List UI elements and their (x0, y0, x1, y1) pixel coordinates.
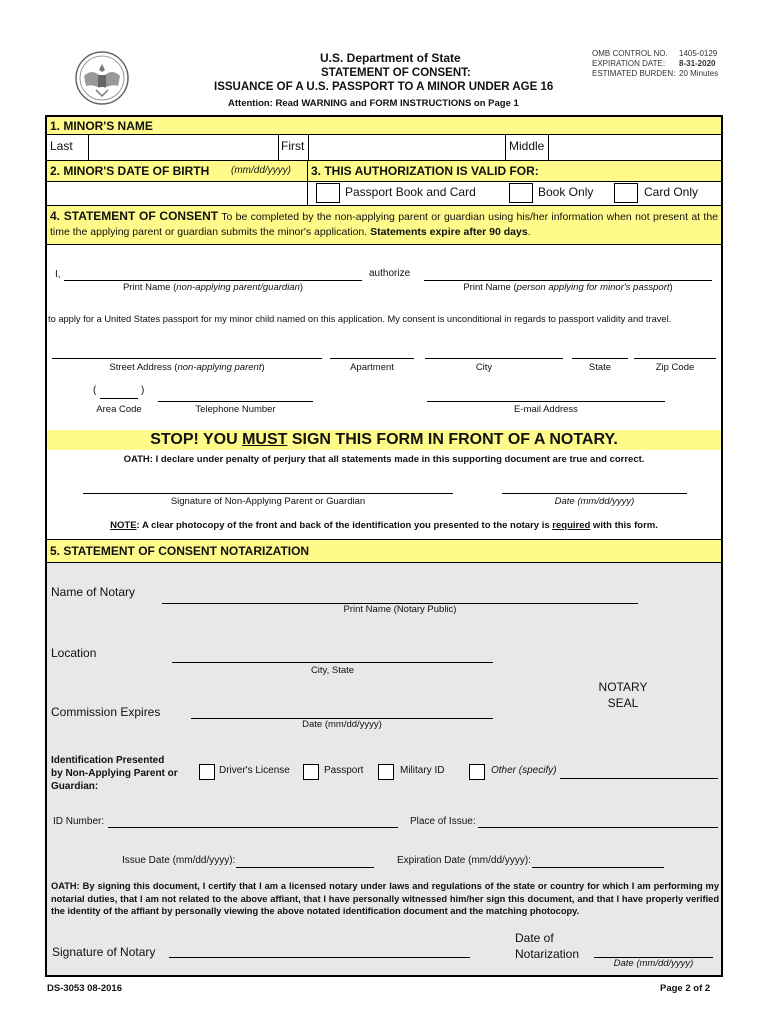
parent-date-line[interactable] (502, 493, 687, 494)
applicant-name-line[interactable] (424, 280, 712, 281)
non-applying-name-line[interactable] (64, 280, 362, 281)
authorize-label: authorize (369, 268, 411, 279)
other-id-label: Other (specify) (491, 765, 557, 776)
expiration-label: EXPIRATION DATE: (592, 59, 666, 68)
expiration-date-label: Expiration Date (mm/dd/yyyy): (397, 855, 531, 866)
location-caption: City, State (310, 665, 355, 676)
print-name-non-applying-caption: Print Name (non-applying parent/guardian) (122, 282, 304, 293)
state-caption: State (588, 362, 612, 373)
telephone-line[interactable] (158, 401, 313, 402)
last-name-input[interactable] (89, 135, 277, 160)
attention-note: Attention: Read WARNING and FORM INSTRUCTIONS on Page 1 (228, 98, 519, 109)
state-department-seal-icon (74, 50, 130, 106)
identification-presented-label: Identification Presented by Non-Applying Parent or Guardian: (51, 755, 178, 792)
place-of-issue-line[interactable] (478, 827, 718, 828)
email-line[interactable] (427, 401, 665, 402)
area-code-line[interactable] (100, 398, 138, 399)
form-title-line2: ISSUANCE OF A U.S. PASSPORT TO A MINOR UNDER AGE 16 (214, 81, 554, 93)
first-name-label: First (281, 139, 305, 153)
middle-name-input[interactable] (549, 135, 721, 160)
commission-expires-caption: Date (mm/dd/yyyy) (302, 719, 382, 730)
oath-statement: OATH: I declare under penalty of perjury that all statements made in this supporting document are true and correct. (123, 454, 645, 465)
zip-caption: Zip Code (655, 362, 695, 373)
form-number: DS-3053 08-2016 (47, 983, 122, 994)
page-number: Page 2 of 2 (660, 983, 711, 994)
section-2-title: 2. MINOR'S DATE OF BIRTH (50, 164, 210, 178)
passport-book-and-card-checkbox[interactable] (316, 183, 340, 203)
notarization-date-caption: Date (mm/dd/yyyy) (613, 958, 694, 969)
passport-book-and-card-label: Passport Book and Card (345, 185, 476, 199)
notary-oath: OATH: By signing this document, I certify that I am a licensed notary under laws and regulations of the state or country for which I am performing my notarial duties, that I am not related to the above affiant, that I have personally witnessed him/her sign this document, and that I have properly verified the identity of the affiant by personally viewing the above notated identification document and the matching photocopy. (51, 881, 719, 916)
military-id-checkbox[interactable] (378, 764, 394, 780)
department-name: U.S. Department of State (320, 51, 461, 65)
notary-name-caption: Print Name (Notary Public) (343, 604, 457, 615)
burden-label: ESTIMATED BURDEN: (592, 69, 676, 78)
burden-value: 20 Minutes (679, 69, 719, 78)
passport-checkbox[interactable] (303, 764, 319, 780)
section-4-intro: 4. STATEMENT OF CONSENT To be completed by the non-applying parent or guardian using his/her information when not present at the time the applying parent or guardian submits the minor's application. Statements expire after 90 days. (50, 209, 718, 238)
state-line[interactable] (572, 358, 628, 359)
i-label: I, (55, 269, 61, 280)
parent-signature-caption: Signature of Non-Applying Parent or Guardian (170, 496, 366, 507)
book-only-label: Book Only (538, 185, 594, 199)
dob-input[interactable] (47, 182, 306, 204)
issue-date-line[interactable] (236, 867, 374, 868)
consent-statement: to apply for a United States passport for my minor child named on this application. My consent is unconditional in regards to passport validity and travel. (48, 314, 672, 324)
zip-line[interactable] (634, 358, 716, 359)
omb-control-value: 1405-0129 (679, 49, 718, 58)
location-line[interactable] (172, 662, 493, 663)
card-only-checkbox[interactable] (614, 183, 638, 203)
apartment-line[interactable] (330, 358, 414, 359)
id-number-line[interactable] (108, 827, 398, 828)
apartment-caption: Apartment (350, 362, 394, 373)
location-label: Location (51, 646, 97, 660)
passport-label: Passport (324, 765, 364, 776)
parent-date-caption: Date (mm/dd/yyyy) (554, 496, 635, 507)
parent-signature-line[interactable] (83, 493, 453, 494)
notary-name-label: Name of Notary (51, 585, 136, 599)
military-id-label: Military ID (400, 765, 445, 776)
expiration-value: 8-31-2020 (679, 59, 716, 68)
first-name-input[interactable] (309, 135, 504, 160)
drivers-license-checkbox[interactable] (199, 764, 215, 780)
id-number-label: ID Number: (53, 816, 105, 827)
notary-seal-area: NOTARY SEAL (598, 680, 648, 710)
middle-name-label: Middle (509, 139, 545, 153)
street-address-caption: Street Address (non-applying parent) (109, 362, 265, 373)
issue-date-label: Issue Date (mm/dd/yyyy): (122, 855, 236, 866)
area-code-close-paren: ) (141, 385, 145, 396)
expiration-date-line[interactable] (532, 867, 664, 868)
card-only-label: Card Only (644, 185, 699, 199)
drivers-license-label: Driver's License (219, 765, 290, 776)
notary-signature-line[interactable] (169, 957, 470, 958)
stop-warning: STOP! YOU MUST SIGN THIS FORM IN FRONT OF A NOTARY. (150, 431, 618, 448)
photocopy-note: NOTE: A clear photocopy of the front and back of the identification you presented to the notary is required with this form. (110, 520, 658, 531)
other-id-specify-line[interactable] (560, 778, 718, 779)
area-code-open-paren: ( (93, 385, 97, 396)
commission-expires-label: Commission Expires (51, 705, 161, 719)
area-code-caption: Area Code (96, 404, 142, 415)
city-caption: City (475, 362, 493, 373)
omb-control-label: OMB CONTROL NO. (592, 49, 668, 58)
section-3-title: 3. THIS AUTHORIZATION IS VALID FOR: (311, 164, 539, 178)
telephone-caption: Telephone Number (195, 404, 276, 415)
section-1-title: 1. MINOR'S NAME (50, 119, 153, 133)
street-address-line[interactable] (52, 358, 322, 359)
other-id-checkbox[interactable] (469, 764, 485, 780)
city-line[interactable] (425, 358, 563, 359)
date-of-notarization-label: Date of Notarization (515, 931, 580, 961)
last-name-label: Last (50, 139, 73, 153)
section-5-title: 5. STATEMENT OF CONSENT NOTARIZATION (50, 544, 310, 558)
form-title-line1: STATEMENT OF CONSENT: (321, 67, 471, 79)
print-name-applicant-caption: Print Name (person applying for minor's passport) (463, 282, 673, 293)
email-caption: E-mail Address (514, 404, 578, 415)
place-of-issue-label: Place of Issue: (410, 816, 476, 827)
dob-format-hint: (mm/dd/yyyy) (231, 165, 291, 176)
notary-signature-label: Signature of Notary (52, 945, 156, 959)
book-only-checkbox[interactable] (509, 183, 533, 203)
